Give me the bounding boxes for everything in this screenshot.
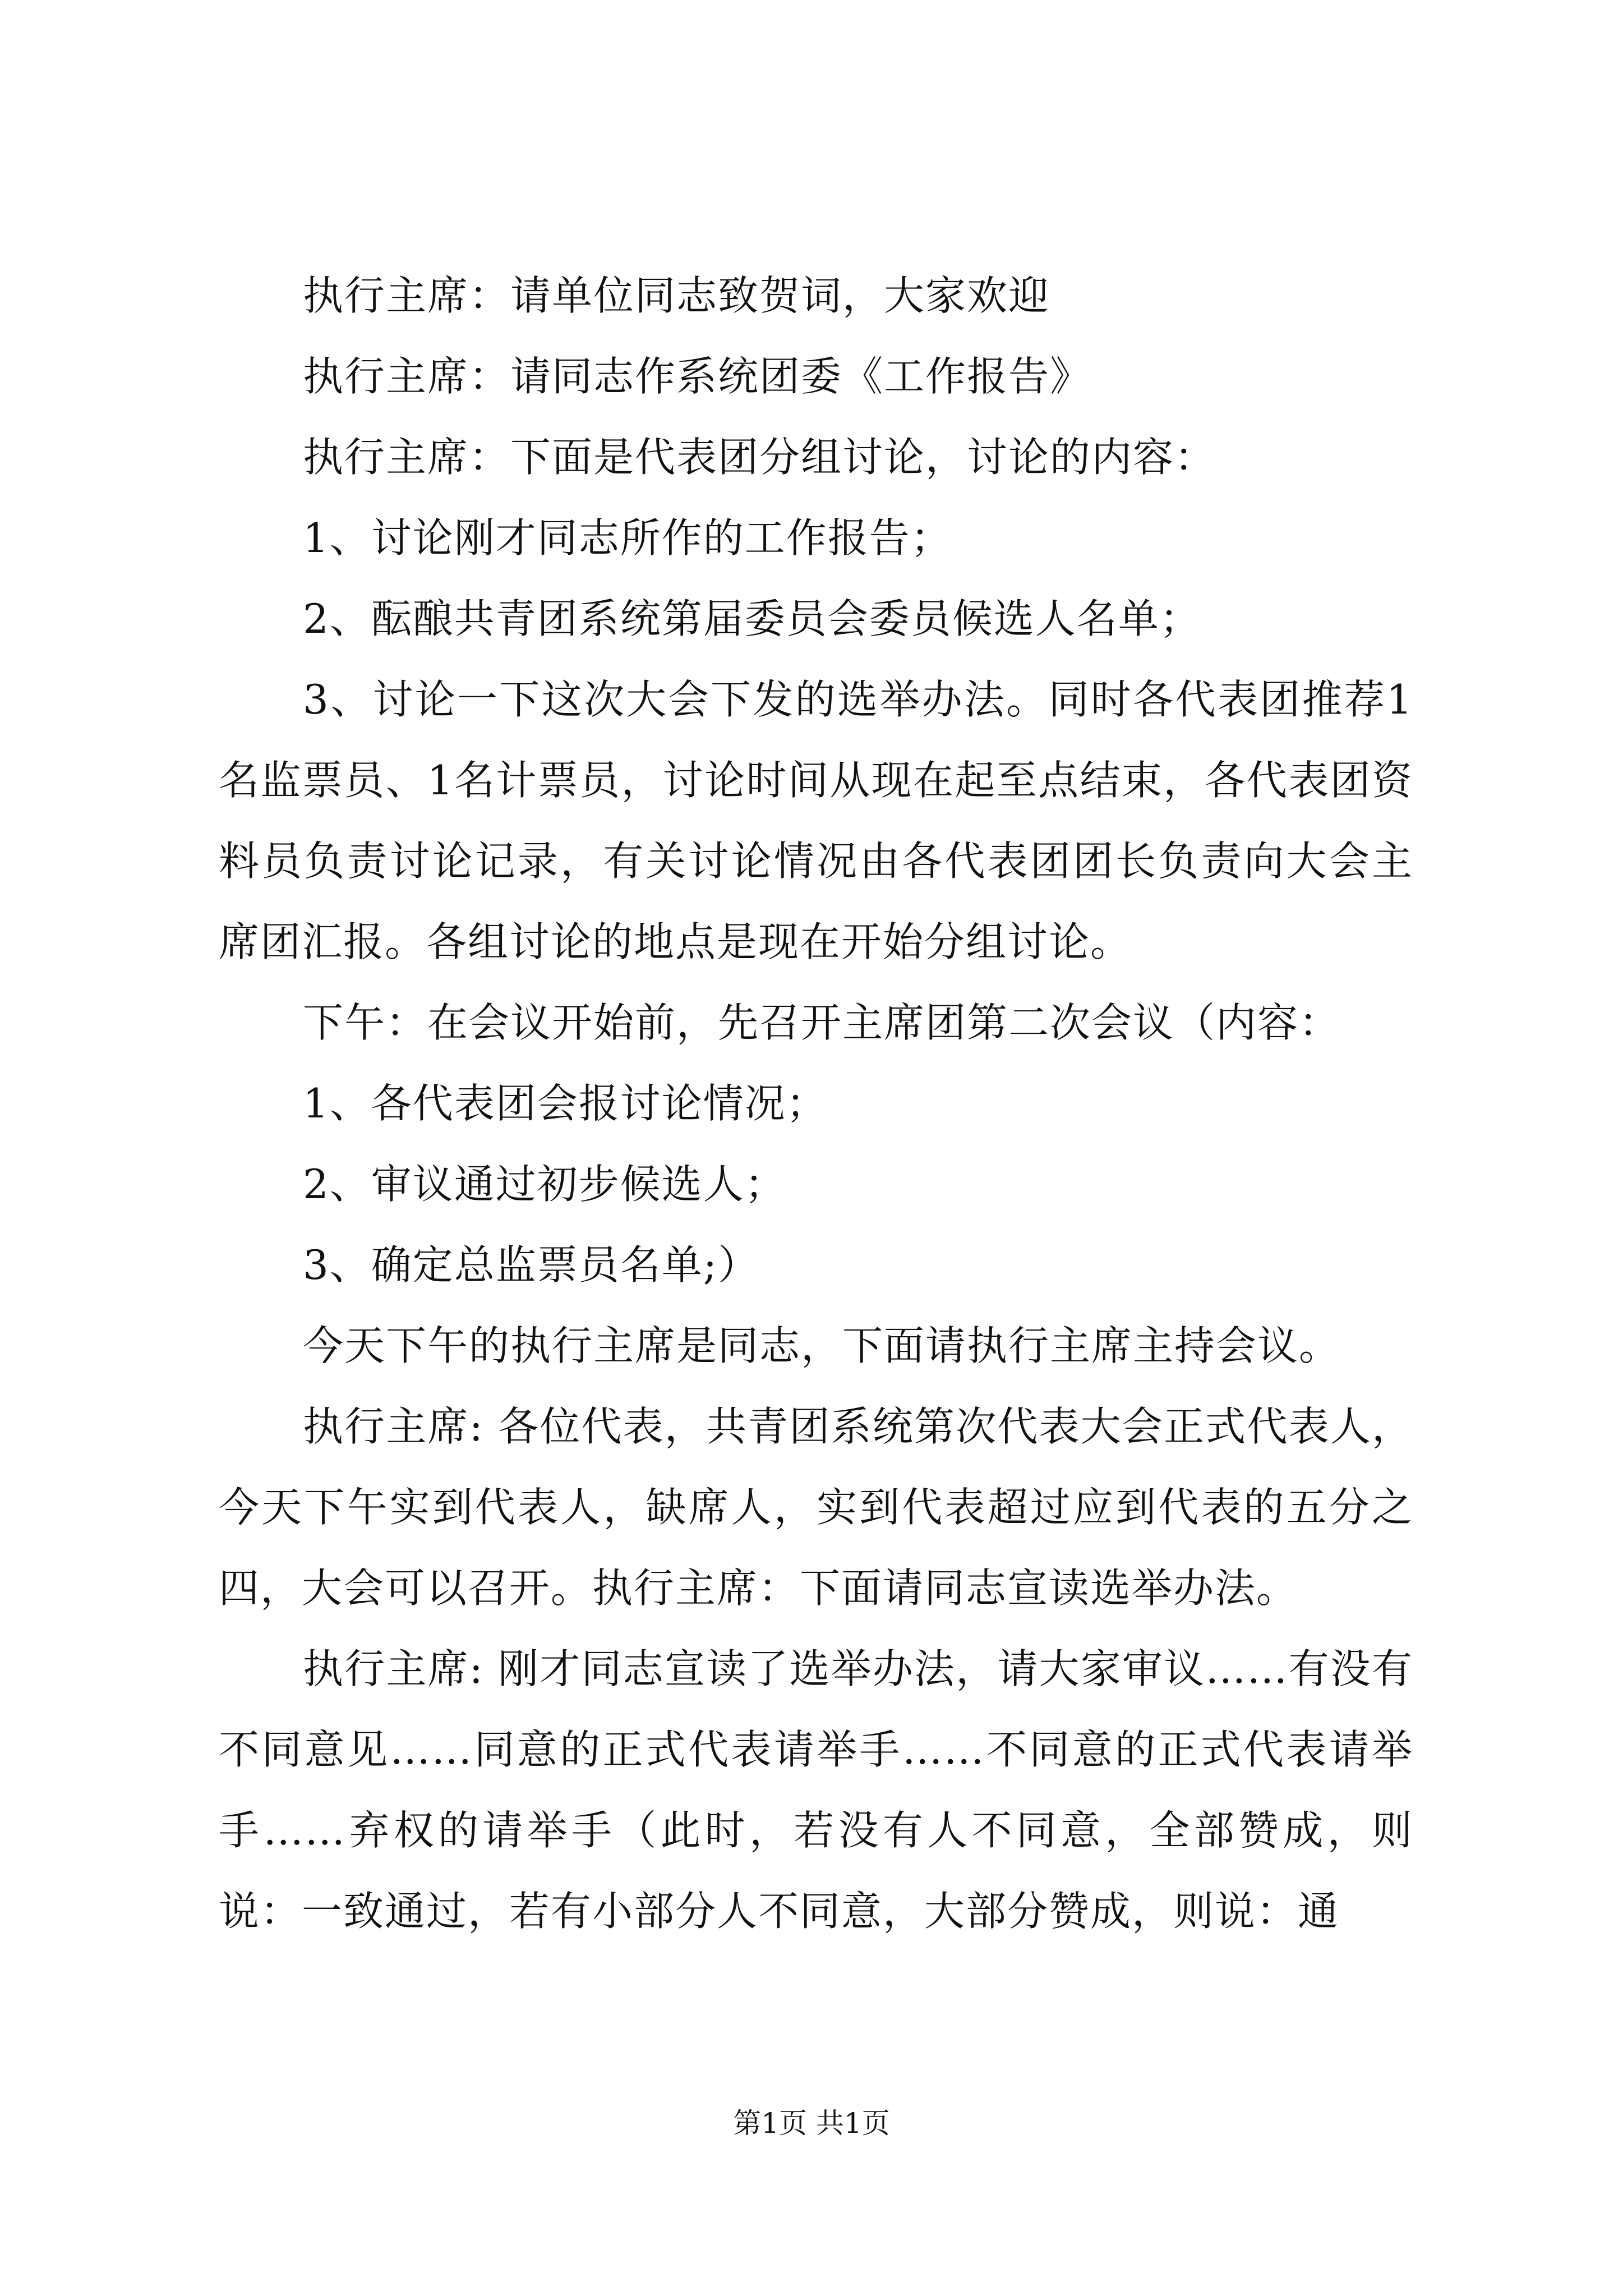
page-footer: 第1页 共1页	[733, 2107, 890, 2139]
document-body	[219, 255, 1413, 1952]
paragraph: 2、酝酿共青团系统第届委员会委员候选人名单；	[303, 595, 1201, 642]
paragraph: 下午：在会议开始前，先召开主席团第二次会议（内容：	[303, 999, 1341, 1046]
paragraph: 3、讨论一下这次大会下发的选举办法。同时各代表团推荐1名监票员、1名计票员，讨论时间从现在起至点结束，各代表团资料员负责讨论记录，有关讨论情况由各代表团团长负责向大会主席团汇报。各组讨论的地点是现在开始分组讨论。	[219, 676, 1413, 965]
paragraph: 执行主席: 刚才同志宣读了选举办法，请大家审议……有没有不同意见……同意的正式代表请举手……不同意的正式代表请举手……弃权的请举手（此时，若没有人不同意，全部赞成，则说：一致通过，若有小部分人不同意，大部分赞成，则说：通	[219, 1645, 1413, 1935]
paragraph: 执行主席：请同志作系统团委《工作报告》	[303, 353, 1092, 400]
paragraph: 执行主席: 各位代表，共青团系统第次代表大会正式代表人，今天下午实到代表人，缺席人，实到代表超过应到代表的五分之四，大会可以召开。执行主席：下面请同志宣读选举办法。	[219, 1403, 1413, 1612]
paragraph: 1、各代表团会报讨论情况；	[303, 1080, 828, 1127]
paragraph: 今天下午的执行主席是同志，下面请执行主席主持会议。	[303, 1322, 1341, 1369]
paragraph: 执行主席：下面是代表团分组讨论，讨论的内容：	[303, 434, 1216, 481]
paragraph: 2、审议通过初步候选人；	[303, 1161, 786, 1208]
paragraph: 3、确定总监票员名单;）	[303, 1241, 760, 1289]
paragraph: 执行主席：请单位同志致贺词，大家欢迎	[303, 272, 1050, 319]
paragraph: 1、讨论刚才同志所作的工作报告；	[303, 514, 952, 562]
